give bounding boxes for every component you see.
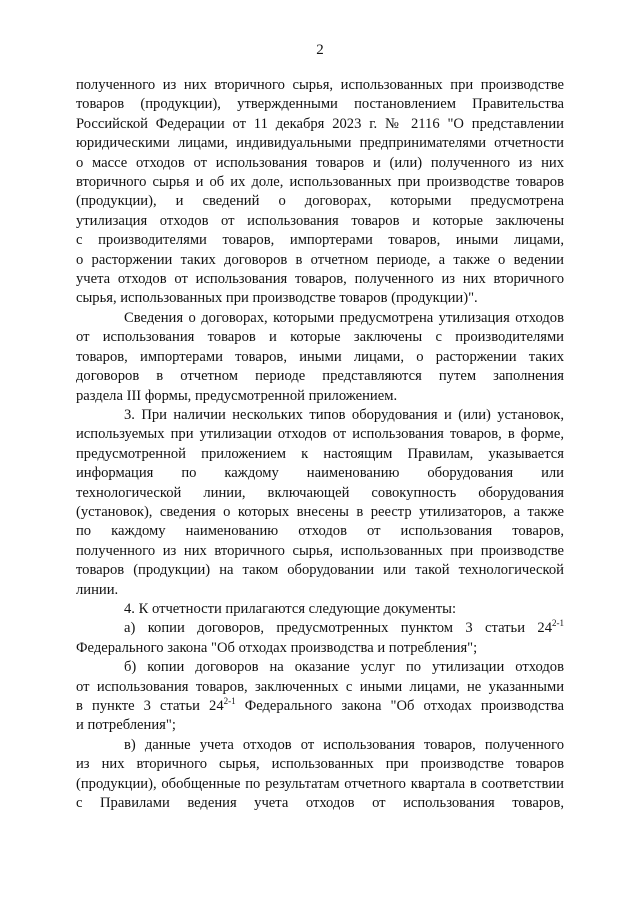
text-line: б) копии договоров на оказание услуг по утилизации отходов [124,659,564,676]
text-line-part: в пункте 3 статьи 24 [76,698,224,714]
text-line: от использования товаров и которые заключены с производителями [76,329,564,346]
text-line: 4. К отчетности прилагаются следующие документы: [124,600,456,617]
paragraph-item-3 [76,406,564,600]
text-line: в) данные учета отходов от использования товаров, полученного [124,736,564,753]
text-line: о расторжении таких договоров в отчетном периоде, а также о ведении [76,251,564,268]
text-line: вторичного сырья и об их доле, использованных при производстве товаров [76,174,564,191]
text-line-part: Федерального закона "Об отходах производства [235,698,564,714]
text-line: утилизация отходов от использования товаров и которые заключены [76,212,564,229]
text-line-part: а) копии договоров, предусмотренных пунктом 3 статьи 24 [124,620,552,637]
text-line: (установок), сведения о которых внесены в реестр утилизаторов, а также [76,503,564,520]
text-line: (продукции), обобщенные по результатам отчетного квартала в соответствии [76,775,564,792]
paragraph-item-4a [76,619,564,658]
superscript: 2-1 [552,618,564,629]
text-line [76,697,564,716]
document-body [76,76,564,813]
text-line: используемых при утилизации отходов от использования товаров, в форме, [76,426,564,443]
paragraph-item-4b [76,658,564,736]
text-line: информация по каждому наименованию оборудования или [76,465,564,482]
text-line: сырья, использованных при производстве товаров (продукции)". [76,290,478,307]
text-line: учета отходов от использования товаров, полученного из них вторичного [76,271,564,288]
superscript: 2-1 [223,696,236,707]
text-line: договоров в отчетном периоде представляются путем заполнения [76,368,564,385]
text-line: технологической линии, включающей совокупность оборудования [76,484,564,501]
text-line: Федерального закона "Об отходах производства и потребления"; [76,639,478,656]
paragraph-item-4 [76,600,564,619]
text-line [76,619,564,638]
text-line: товаров (продукции), утвержденными постановлением Правительства [76,96,564,113]
paragraph-contracts-info [76,309,564,406]
text-line: линии. [76,581,119,598]
text-line: полученного из них вторичного сырья, использованных при производстве [76,77,564,93]
text-line: (продукции), и сведений о договорах, которыми предусмотрена [76,193,564,210]
text-line: о массе отходов от использования товаров и (или) полученного из них [76,154,564,171]
text-line: от использования товаров, заключенных с иными лицами, не указанными [76,678,564,695]
text-line: раздела III формы, предусмотренной приложением. [76,387,398,404]
text-line: 3. При наличии нескольких типов оборудования и (или) установок, [124,406,564,423]
paragraph-intro-continuation [76,76,564,309]
text-line: предусмотренной приложением к настоящим Правилам, указывается [76,445,564,462]
text-line: товаров, импортерами товаров, иными лицами, о расторжении таких [76,348,564,365]
page-number: 2 [316,42,324,58]
text-line: и потребления"; [76,717,176,734]
text-line: товаров (продукции) на таком оборудовании или такой технологической [76,562,564,579]
text-line: по каждому наименованию отходов от использования товаров, [76,523,564,540]
text-line: с производителями товаров, импортерами товаров, иными лицами, [76,232,564,249]
text-line: с Правилами ведения учета отходов от использования товаров, [76,795,564,812]
text-line: Сведения о договорах, которыми предусмотрена утилизация отходов [124,309,564,326]
text-line: полученного из них вторичного сырья, использованных при производстве [76,542,564,559]
text-line: из них вторичного сырья, использованных при производстве товаров [76,756,564,773]
text-line: юридическими лицами, индивидуальными предпринимателями отчетности [76,135,564,152]
paragraph-item-4v [76,736,564,814]
text-line: Российской Федерации от 11 декабря 2023 г. № 2116 "О представлении [76,115,564,132]
